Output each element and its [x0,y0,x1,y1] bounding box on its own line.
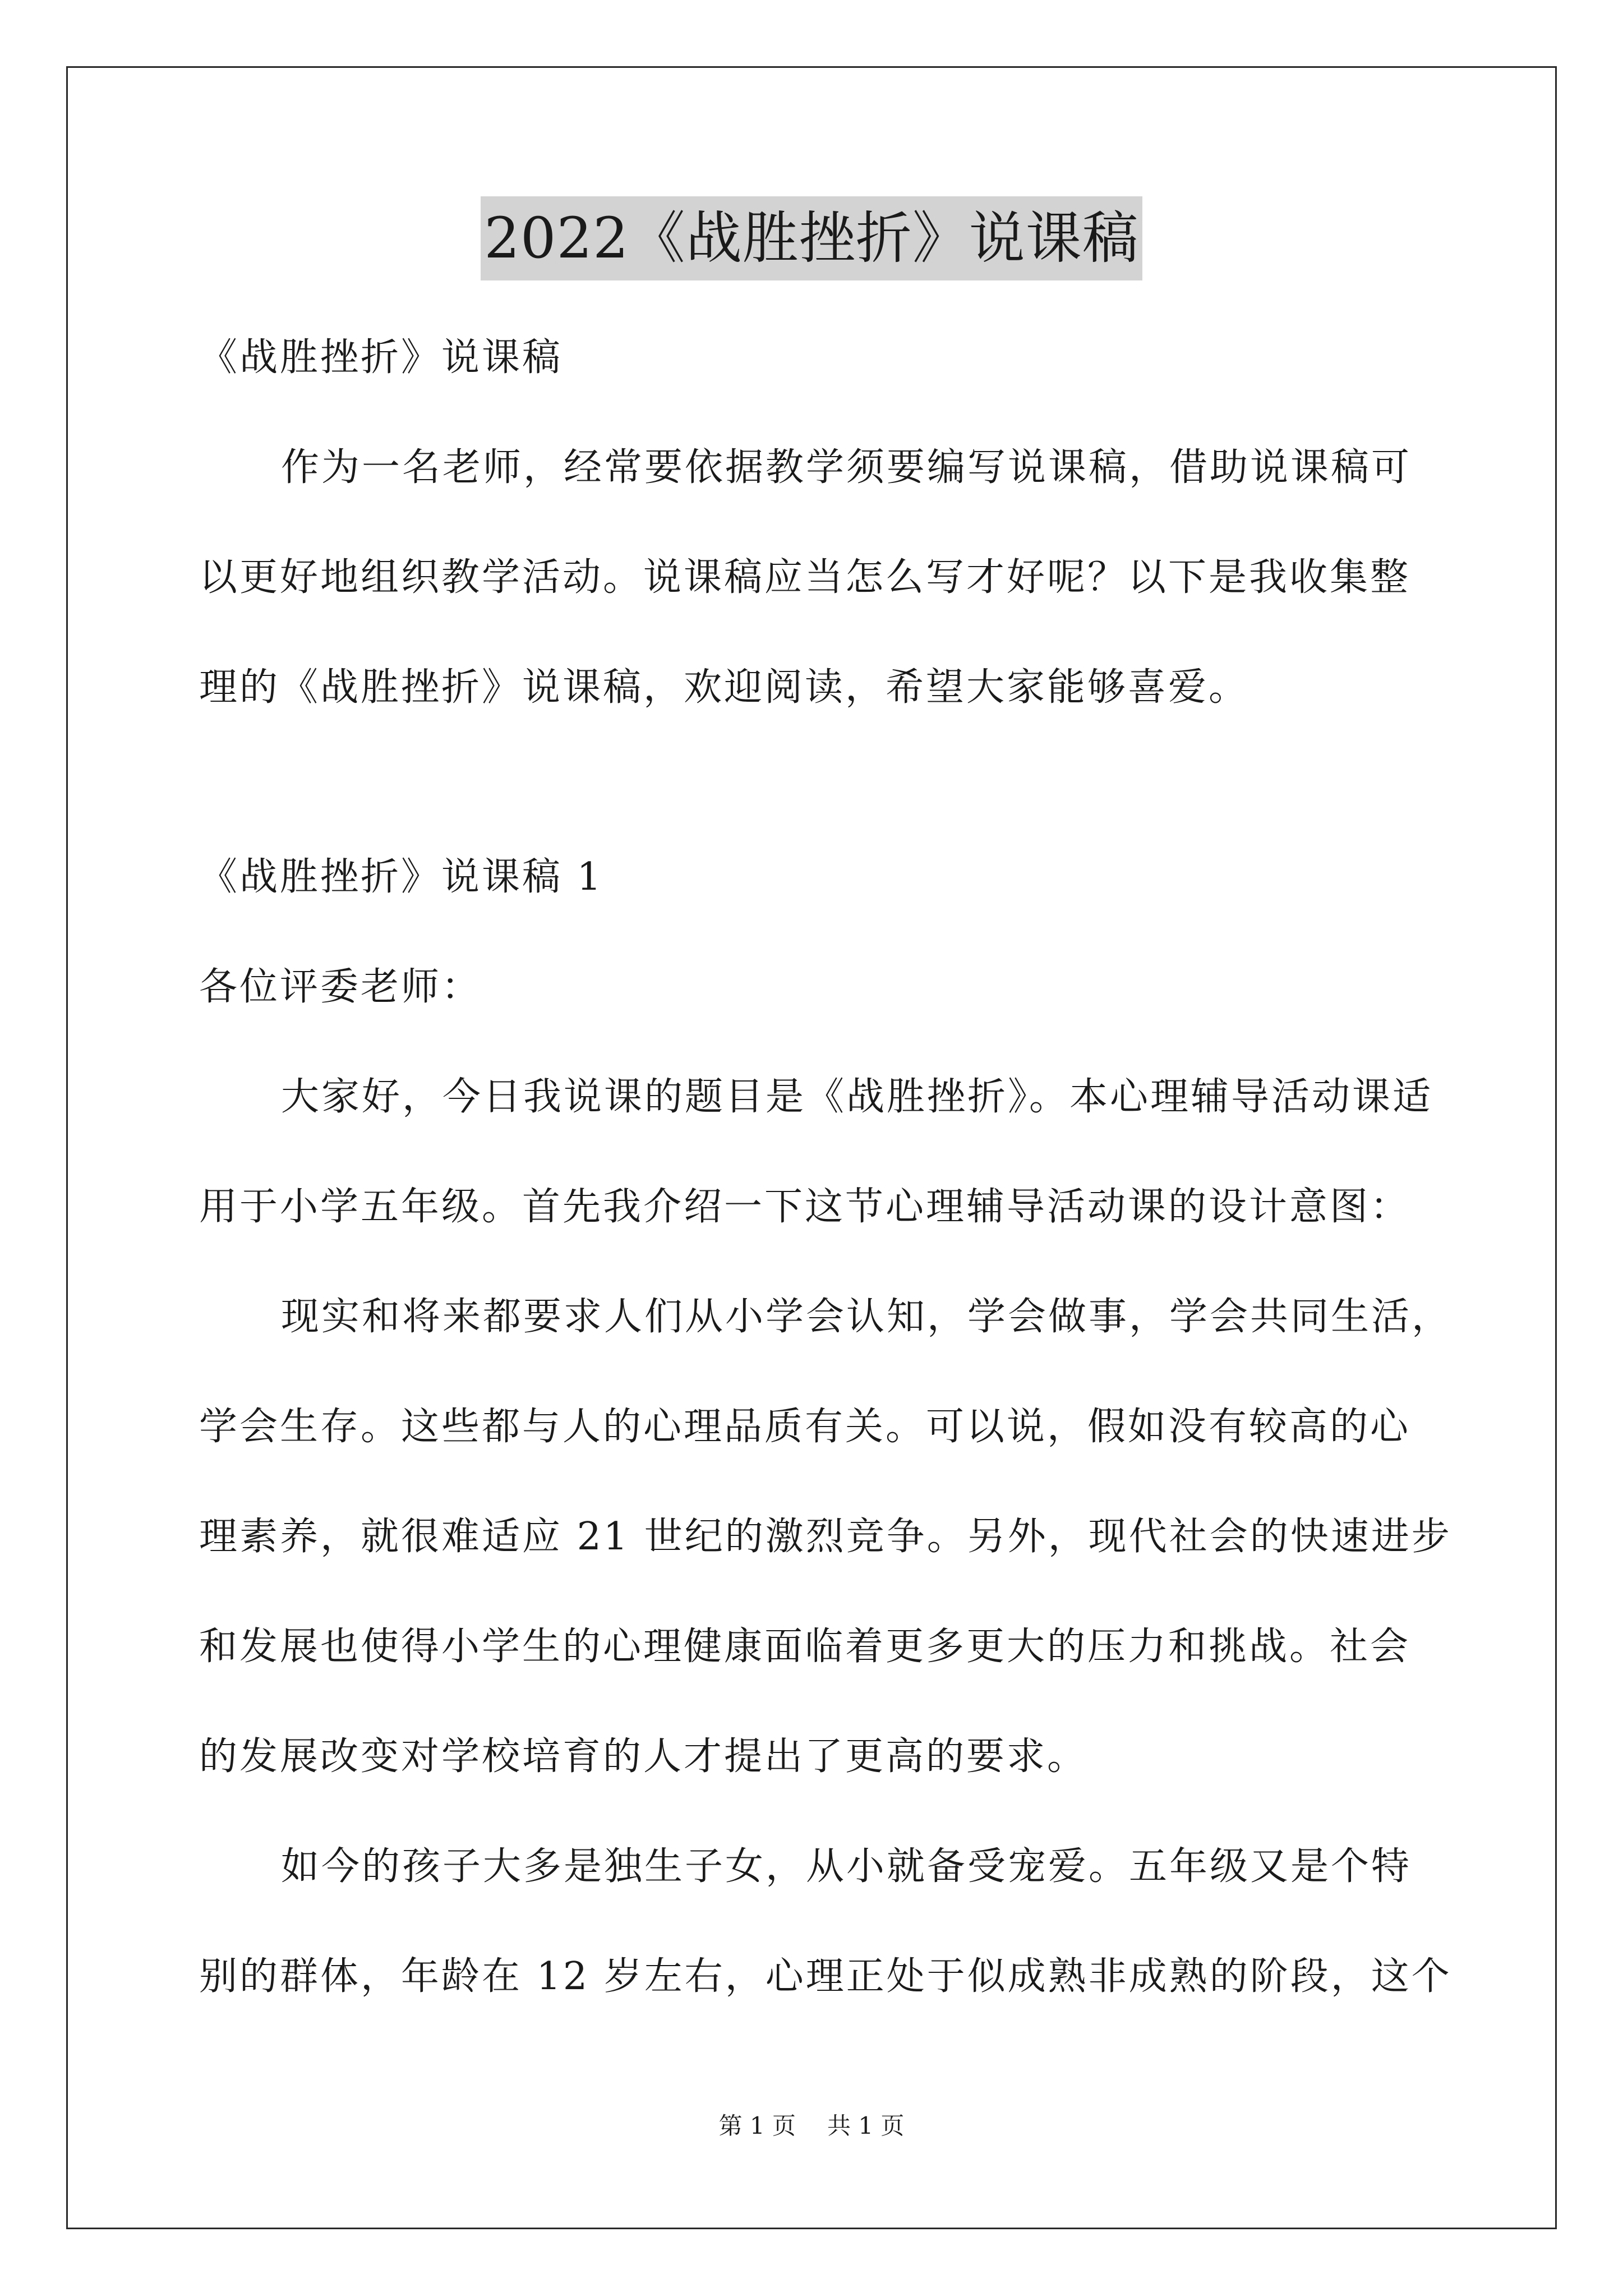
title-container [0,196,1623,280]
salutation: 各位评委老师： [199,965,482,1009]
paragraph-line: 别的群体，年龄在 12 岁左右，心理正处于似成熟非成熟的阶段，这个 [199,1954,1452,1999]
paragraph-line: 的发展改变对学校培育的人才提出了更高的要求。 [199,1734,1088,1779]
document-title: 2022《战胜挫折》说课稿 [481,196,1142,280]
paragraph-line: 大家好，今日我说课的题目是《战胜挫折》。本心理辅导活动课适 [281,1075,1433,1119]
paragraph-line: 以更好地组织教学活动。说课稿应当怎么写才好呢？以下是我收集整 [199,555,1411,600]
paragraph-line: 作为一名老师，经常要依据教学须要编写说课稿，借助说课稿可 [281,445,1412,490]
paragraph-line: 和发展也使得小学生的心理健康面临着更多更大的压力和挑战。社会 [199,1625,1411,1669]
paragraph-line: 如今的孩子大多是独生子女，从小就备受宠爱。五年级又是个特 [281,1844,1412,1889]
section-heading: 《战胜挫折》说课稿 1 [199,855,603,899]
section-heading: 《战胜挫折》说课稿 [199,335,563,380]
document-body [199,303,1453,2032]
page-footer [0,2109,1623,2143]
paragraph-line: 学会生存。这些都与人的心理品质有关。可以说，假如没有较高的心 [199,1405,1411,1449]
page-number: 第 1 页 [718,2112,796,2139]
paragraph-line: 理的《战胜挫折》说课稿，欢迎阅读，希望大家能够喜爱。 [199,665,1249,710]
paragraph-line: 理素养，就很难适应 21 世纪的激烈竞争。另外，现代社会的快速进步 [199,1515,1452,1559]
paragraph-line: 用于小学五年级。首先我介绍一下这节心理辅导活动课的设计意图： [199,1185,1411,1229]
paragraph-gap [199,743,1433,822]
paragraph-line: 现实和将来都要求人们从小学会认知，学会做事，学会共同生活， [281,1295,1453,1339]
page-total: 共 1 页 [827,2112,905,2139]
